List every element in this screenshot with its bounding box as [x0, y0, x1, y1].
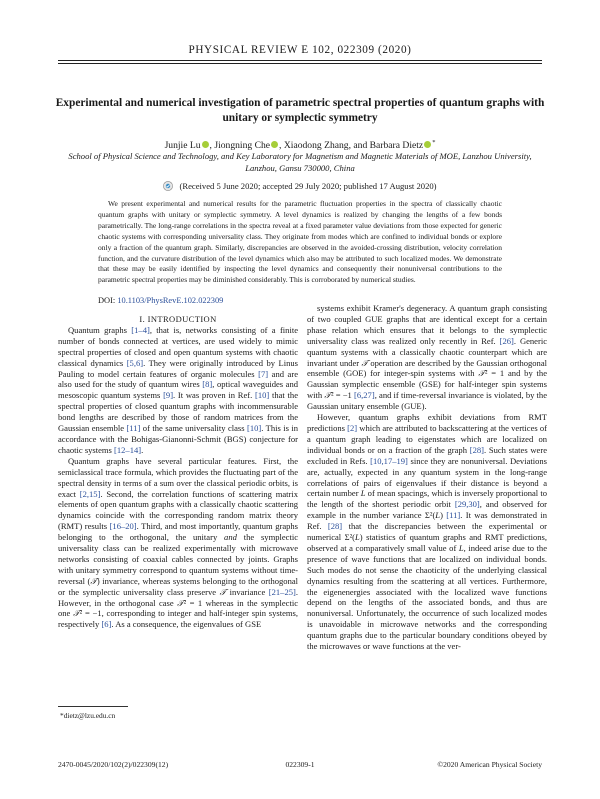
footer-issn: 2470-0045/2020/102(2)/022309(12): [58, 760, 169, 769]
body-column-left: [58, 314, 298, 630]
italic-symbol: 𝒯: [361, 357, 369, 368]
italic-symbol: L: [360, 488, 366, 499]
citation-link[interactable]: [26]: [499, 335, 514, 346]
footer-copyright: ©2020 American Physical Society: [437, 760, 542, 769]
citation-link[interactable]: [6,27]: [354, 390, 375, 401]
citation-link[interactable]: [7]: [258, 368, 269, 379]
citation-link[interactable]: [29,30]: [454, 499, 480, 510]
citation-link[interactable]: [10]: [255, 390, 270, 401]
body-paragraph: Quantum graphs [1–4], that is, networks consisting of a finite number of bonds connected at vertices, are used widely to mimic spectral properties of closed and open quantum systems with chaotic classical dynamics [5,6]. They were originally introduced by Linus Pauling to model certain features of organic molecules [7] and are also used for the study of quantum wires [8], optical waveguides and mesoscopic quantum systems [9]. It was proven in Ref. [10] that the spectral properties of closed quantum graphs with incommensurable bond lengths are described by those of random matrices from the Gaussian ensemble [11] of the same universality class [10]. This is in accordance with the Bohigas-Gianonni-Schmit (BGS) conjecture for chaotic systems [12–14].: [58, 324, 299, 455]
doi-label: DOI:: [98, 296, 116, 305]
citation-link[interactable]: [10]: [246, 423, 262, 434]
citation-link[interactable]: [10,17–19]: [370, 455, 408, 466]
corresponding-author-mark[interactable]: *: [432, 139, 436, 146]
orcid-icon[interactable]: [424, 141, 431, 148]
citation-link[interactable]: [28]: [327, 521, 343, 532]
orcid-icon[interactable]: [271, 141, 278, 148]
citation-link[interactable]: [9]: [163, 390, 174, 401]
citation-link[interactable]: [6]: [101, 619, 112, 630]
italic-symbol: 𝒯: [219, 586, 227, 597]
affiliation: School of Physical Science and Technology, and Key Laboratory for Magnetism and Magnetic Materials of MOE, Lanzhou University, Lanzhou, Gansu 730000, China: [68, 151, 532, 174]
footer-page-number: 022309-1: [285, 760, 315, 769]
author-name[interactable]: Jiongning Che: [214, 140, 271, 152]
citation-link[interactable]: [11]: [446, 510, 461, 521]
header-rule-top: [58, 60, 542, 61]
italic-symbol: and: [224, 532, 237, 543]
italic-symbol: 𝒯: [73, 608, 80, 619]
body-paragraph: systems exhibit Kramer's degeneracy. A quantum graph consisting of two coupled GUE graphs that are identical except for a certain phase relation which ensures that it belongs to the symplectic universality class was realized only recently in Ref. [26]. Generic quantum systems with a classically chaotic counterpart which are invariant under 𝒯 operation are described by the Gaussian orthogonal ensemble (GOE) for integer-spin systems with 𝒯² = 1 and by the Gaussian symplectic ensemble (GSE) for half-integer spin systems with 𝒯² = −1 [6,27], and if time-reversal invariance is violated, by the Gaussian unitary ensemble (GUE).: [307, 303, 547, 412]
footnote-email[interactable]: *dietz@lzu.edu.cn: [60, 711, 116, 720]
doi-link[interactable]: 10.1103/PhysRevE.102.022309: [117, 296, 224, 305]
doi-line: [98, 296, 223, 305]
italic-symbol: L: [355, 532, 360, 543]
citation-link[interactable]: [11]: [126, 423, 141, 434]
author-name[interactable]: and Barbara Dietz: [353, 140, 424, 152]
left-paragraphs: [58, 325, 298, 630]
abstract-text: We present experimental and numerical results for the parametric fluctuation properties in the spectra of classically chaotic quantum graphs with unitary or symplectic symmetry. A level dynamics is realized by changing the lengths of a few bonds parametrically. The long-range correlations in the spectra reveal at a fixed parameter value deviations from those expected for generic chaotic systems with corresponding universality class. They originate from modes which are confined to individual bonds or explore only a fraction of the quantum graph. Similarly, discrepancies are observed in the avoided-crossing distribution, velocity correlation function, and the curvature distribution of the level dynamics which also may be attributed to such localized modes. We demonstrate that these may be easily identified by inspecting the level dynamics and consequently their nonuniversal contributions to the parametric spectral properties may be diminished considerably. This is corroborated by numerical studies.: [98, 199, 502, 285]
italic-symbol: 𝒯: [177, 597, 184, 608]
citation-link[interactable]: [5,6]: [126, 357, 144, 368]
citation-link[interactable]: [16–20]: [109, 521, 137, 532]
header-rule-bottom: [58, 63, 542, 64]
italic-symbol: 𝒯: [478, 368, 485, 379]
citation-link[interactable]: [28]: [469, 444, 484, 455]
citation-link[interactable]: [2]: [347, 422, 358, 433]
citation-link[interactable]: [12–14]: [114, 444, 142, 455]
italic-symbol: 𝒯: [324, 390, 331, 401]
citation-link[interactable]: [8]: [202, 379, 213, 390]
author-name[interactable]: Junjie Lu: [164, 140, 201, 152]
orcid-icon[interactable]: [202, 141, 209, 148]
check-for-updates-icon[interactable]: [163, 181, 173, 191]
received-dates: [0, 180, 600, 192]
citation-link[interactable]: [1–4]: [131, 324, 150, 335]
running-head: PHYSICAL REVIEW E 102, 022309 (2020): [188, 44, 412, 56]
author-list: Junjie Lu , Jiongning Che , Xiaodong Zhang, and Barbara Dietz *: [164, 139, 436, 152]
section-heading: I. INTRODUCTION: [139, 314, 217, 324]
right-paragraphs: [307, 303, 547, 652]
body-column-right: [307, 303, 547, 652]
body-paragraph: However, quantum graphs exhibit deviations from RMT predictions [2] which are attributed to backscattering at the vertices of a quantum graph leading to eigenstates which are localized on individual bonds or on a fraction of the graph [28]. Such states were excluded in Refs. [10,17–19] since they are nonuniversal. Deviations are, actually, expected in any quantum system in the long-range correlations of pairs of eigenvalues if their distance is beyond a certain number L of mean spacings, which is inversely proportional to the length of the shortest periodic orbit [29,30], and observed for example in the number variance Σ²(L) [11]. It was demonstrated in Ref. [28] that the discrepancies between the experimental or numerical Σ²(L) statistics of quantum graphs and RMT predictions, observed at a comparatively small value of L, indeed arise due to the presence of wave functions that are localized on individual bonds. Such modes do not sense the chaoticity of the underlying classical dynamics resulting from the scattering at all vertices. Furthermore, the eigenenergies associated with the localized wave functions depend on the lengths of the associated bonds, and thus are nonuniversal. Unfortunately, the occurrence of such localized modes is unavoidable in microwave networks and the corresponding quantum graphs due to the particular boundary conditions obeyed by the microwaves or wave functions at the ver-: [307, 412, 548, 652]
author-name[interactable]: Xiaodong Zhang: [283, 140, 349, 152]
paper-title: Experimental and numerical investigation of parametric spectral properties of quantum graphs with unitary or symplectic symmetry: [55, 97, 545, 124]
footnote-rule: [58, 706, 128, 707]
italic-symbol: L: [435, 510, 441, 521]
citation-link[interactable]: [21–25]: [268, 586, 296, 597]
received-text: (Received 5 June 2020; accepted 29 July 2020; published 17 August 2020): [179, 181, 437, 191]
italic-symbol: L: [458, 542, 464, 553]
abstract: [98, 199, 502, 286]
body-paragraph: Quantum graphs have several particular features. First, the semiclassical trace formula, which provides the fluctuating part of the spectral density in terms of a sum over the classical periodic orbits, is exact [2,15]. Second, the correlation functions of scattering matrix elements of open quantum graphs with a classically chaotic scattering dynamics coincide with the corresponding random matrix theory (RMT) results [16–20]. Third, and most importantly, quantum graphs belonging to the orthogonal, the unitary and the symplectic universality class can be realized experimentally with microwave networks consisting of coaxial cables connected by joints. Graphs with unitary symmetry correspond to quantum systems without time-reversal (𝒯) invariance, whereas systems belonging to the orthogonal or the symplectic universality class preserve 𝒯 invariance [21–25]. However, in the orthogonal case 𝒯² = 1 whereas in the symplectic one 𝒯² = −1, corresponding to integer and half-integer spin systems, respectively [6]. As a consequence, the eigenvalues of GSE: [58, 455, 299, 630]
italic-symbol: 𝒯: [90, 575, 97, 586]
citation-link[interactable]: [2,15]: [79, 488, 101, 499]
